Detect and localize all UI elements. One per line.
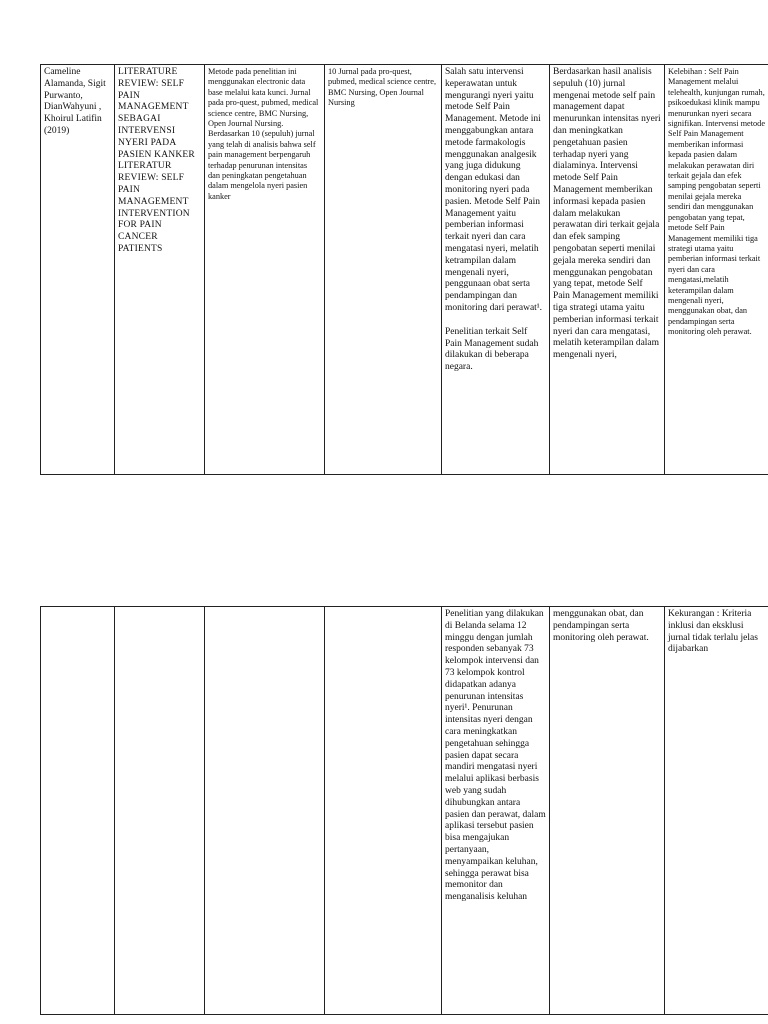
- strength-cell: Kelebihan : Self Pain Management melalui telehealth, kunjungan rumah, psikoedukasi klinik mampu menurunkan nyeri secara signifikan. Intervensi metode Self Pain Management memberikan informasi kepada pasien dalam melakukan perawatan diri terkait gejala dan efek samping pengobatan seperti menilai gejala mereka sendiri dan menggunakan pengobatan yang tepat, metode Self Pain Management memiliki tiga strategi utama yaitu pemberian informasi terkait nyeri dan cara mengatasi,melatih keterampilan dalam mengenali nyeri, menggunakan obat, dan pendampingan serta monitoring oleh perawat.: [665, 65, 768, 475]
- author-cell-empty: [41, 607, 115, 1015]
- table-row: [41, 607, 768, 1015]
- method-cell-empty: [205, 607, 325, 1015]
- sample-cell: 10 Jurnal pada pro-quest, pubmed, medical science centre, BMC Nursing, Open Journal Nursing: [325, 65, 442, 475]
- title-cell-empty: [115, 607, 205, 1015]
- intervention-paragraph-2: Penelitian terkait Self Pain Management sudah dilakukan di beberapa negara.: [445, 326, 539, 373]
- weakness-cell: Kekurangan : Kriteria inklusi dan eksklusi jurnal tidak terlalu jelas dijabarkan: [665, 607, 768, 1015]
- table-row: [41, 65, 768, 475]
- intervention-cell: [442, 65, 550, 475]
- result-cell: menggunakan obat, dan pendampingan serta monitoring oleh perawat.: [550, 607, 665, 1015]
- sample-cell-empty: [325, 607, 442, 1015]
- literature-table-part-1: [40, 64, 768, 475]
- author-cell: Cameline Alamanda, Sigit Purwanto, DianWahyuni , Khoirul Latifin (2019): [41, 65, 115, 475]
- intervention-cell: Penelitian yang dilakukan di Belanda selama 12 minggu dengan jumlah responden sebanyak 73 kelompok intervensi dan 73 kelompok kontrol didapatkan adanya penurunan intensitas nyeri¹. Penurunan intensitas nyeri dengan cara meningkatkan pengetahuan sehingga pasien dapat secara mandiri mengatasi nyeri melalui aplikasi berbasis web yang sudah dihubungkan antara pasien dan perawat, dalam aplikasi tersebut pasien bisa mengajukan pertanyaan, menyampaikan keluhan, sehingga perawat bisa memonitor dan menganalisis keluhan: [442, 607, 550, 1015]
- method-cell: Metode pada penelitian ini menggunakan electronic data base melalui kata kunci. Jurnal pada pro-quest, pubmed, medical science centre, BMC Nursing, Open Journal Nursing. Berdasarkan 10 (sepuluh) jurnal yang telah di analisis bahwa self pain management berpengaruh terhadap penurunan intensitas dan peningkatan pengetahuan dalam mengelola nyeri pasien kanker: [205, 65, 325, 475]
- result-cell: Berdasarkan hasil analisis sepuluh (10) jurnal mengenai metode self pain management dapat menurunkan intensitas nyeri dan meningkatkan pengetahuan pasien terhadap nyeri yang dialaminya. Intervensi metode Self Pain Management memberikan informasi kepada pasien dalam melakukan perawatan diri terkait gejala dan efek samping pengobatan seperti menilai gejala mereka sendiri dan menggunakan pengobatan yang tepat, metode Self Pain Management memiliki tiga strategi utama yaitu pemberian informasi terkait nyeri dan cara mengatasi, melatih keterampilan dalam mengenali nyeri,: [550, 65, 665, 475]
- intervention-paragraph-1: Salah satu intervensi keperawatan untuk mengurangi nyeri yaitu metode Self Pain Management. Metode ini menggabungkan antara metode farmakologis menggunakan analgesik yang juga didukung dengan edukasi dan monitoring nyeri pada pasien. Metode Self Pain Management yaitu pemberian informasi terkait nyeri dan cara mengatasi nyeri, melatih ketrampilan dalam mengenali nyeri, penggunaan obat serta pendampingan dan monitoring dari perawat¹.: [445, 67, 543, 313]
- title-cell: LITERATURE REVIEW: SELF PAIN MANAGEMENT SEBAGAI INTERVENSI NYERI PADA PASIEN KANKER LITERATUR REVIEW: SELF PAIN MANAGEMENT INTERVENTION FOR PAIN CANCER PATIENTS: [115, 65, 205, 475]
- literature-table-part-2: [40, 606, 768, 1015]
